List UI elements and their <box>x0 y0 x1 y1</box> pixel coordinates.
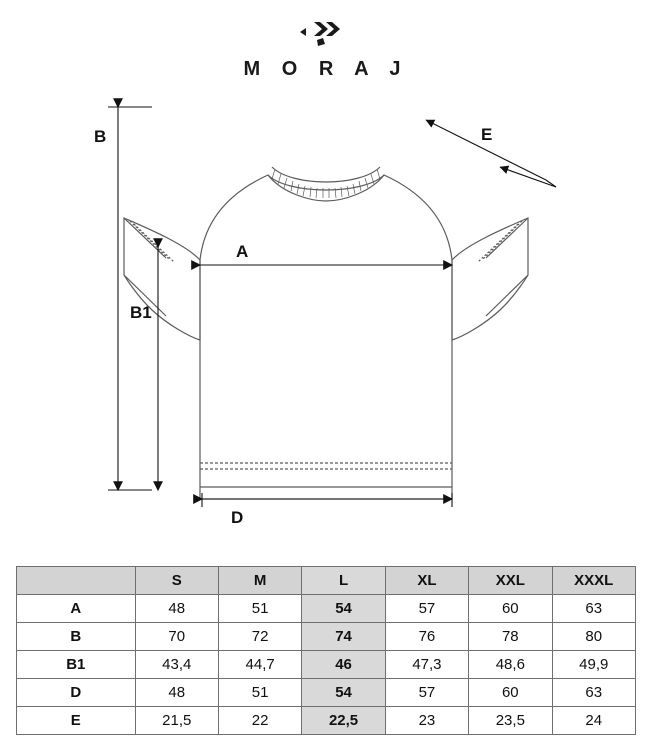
cell-b-s: 70 <box>135 623 218 651</box>
table-row <box>17 707 636 735</box>
table-header-size-xl: XL <box>385 567 468 595</box>
cell-e-m: 22 <box>218 707 301 735</box>
cell-a-l: 54 <box>302 595 385 623</box>
table-header-size-l: L <box>302 567 385 595</box>
row-label-b1: B1 <box>17 651 136 679</box>
cell-e-xl: 23 <box>385 707 468 735</box>
right-sleeve <box>452 218 528 340</box>
cell-d-xxl: 60 <box>469 679 552 707</box>
size-table-wrap <box>16 566 636 735</box>
cell-d-xxxl: 63 <box>552 679 635 707</box>
row-label-d: D <box>17 679 136 707</box>
cell-b-xxl: 78 <box>469 623 552 651</box>
cell-d-s: 48 <box>135 679 218 707</box>
cell-d-l: 54 <box>302 679 385 707</box>
cell-d-xl: 57 <box>385 679 468 707</box>
cell-a-xxxl: 63 <box>552 595 635 623</box>
converse-chevron-star-icon <box>296 18 356 52</box>
collar-rib-lines <box>272 169 380 198</box>
table-header-row <box>17 567 636 595</box>
cell-b1-xxl: 48,6 <box>469 651 552 679</box>
cell-b1-xl: 47,3 <box>385 651 468 679</box>
table-row <box>17 651 636 679</box>
cell-b-xxxl: 80 <box>552 623 635 651</box>
cell-b-m: 72 <box>218 623 301 651</box>
size-table <box>16 566 636 735</box>
row-label-a: A <box>17 595 136 623</box>
cell-e-xxxl: 24 <box>552 707 635 735</box>
collar-inner <box>272 167 380 182</box>
row-label-b: B <box>17 623 136 651</box>
cell-b-xl: 76 <box>385 623 468 651</box>
tshirt-diagram-svg <box>0 95 652 545</box>
tshirt-diagram <box>0 95 652 545</box>
body-outline <box>200 175 452 499</box>
cell-d-m: 51 <box>218 679 301 707</box>
cell-b1-xxxl: 49,9 <box>552 651 635 679</box>
cell-a-s: 48 <box>135 595 218 623</box>
cell-b1-s: 43,4 <box>135 651 218 679</box>
table-header-size-m: M <box>218 567 301 595</box>
dim-label-E: E <box>481 125 493 144</box>
table-row <box>17 679 636 707</box>
brand-name: M O R A J <box>243 58 409 80</box>
dim-label-A: A <box>236 242 249 261</box>
cell-b-l: 74 <box>302 623 385 651</box>
cell-b1-m: 44,7 <box>218 651 301 679</box>
dim-line-E-lower <box>500 167 556 187</box>
table-row <box>17 623 636 651</box>
table-header-size-xxxl: XXXL <box>552 567 635 595</box>
table-header-size-xxl: XXL <box>469 567 552 595</box>
cell-e-l: 22,5 <box>302 707 385 735</box>
brand-block <box>0 18 652 81</box>
table-header-size-s: S <box>135 567 218 595</box>
table-corner-cell <box>17 567 136 595</box>
dim-label-B1: B1 <box>130 303 152 322</box>
cell-a-m: 51 <box>218 595 301 623</box>
row-label-e: E <box>17 707 136 735</box>
table-row <box>17 595 636 623</box>
cell-a-xxl: 60 <box>469 595 552 623</box>
dim-label-B: B <box>94 127 107 146</box>
cell-e-xxl: 23,5 <box>469 707 552 735</box>
dim-label-D: D <box>231 508 244 527</box>
cell-b1-l: 46 <box>302 651 385 679</box>
cell-a-xl: 57 <box>385 595 468 623</box>
cell-e-s: 21,5 <box>135 707 218 735</box>
